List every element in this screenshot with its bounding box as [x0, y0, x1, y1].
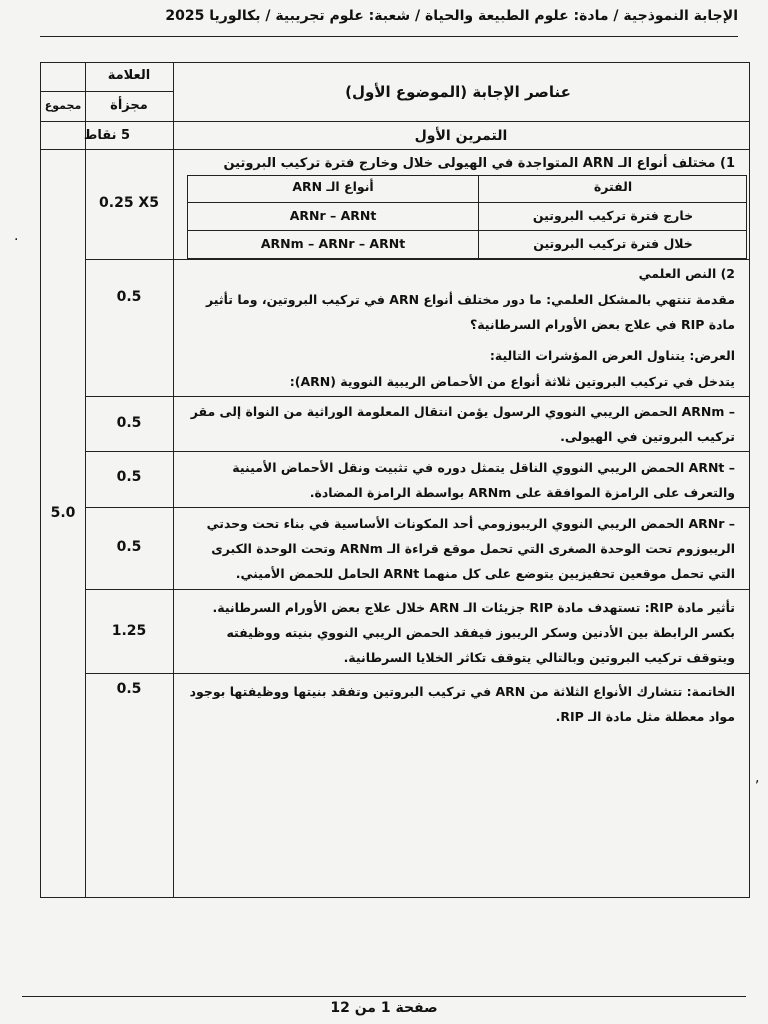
footer-rule	[22, 996, 746, 997]
row-during-period: خلال فترة تركيب البروتين	[533, 236, 693, 251]
arnr-text: – ARNr الحمض الريبي النووي الريبوزومي أحد المكونات الأساسية في بناء تحت وحدتي الريبوزوم تحت الوحدة الصغرى التي تحمل موقع قراءة الـ ARNm وتحت الوحدة الكبرى التي تحمل موقعين تحفيزيين يتوضع على كل منهما ARNt الحامل للحمض الأميني.	[206, 516, 735, 581]
arnm-score: 0.5	[116, 415, 142, 431]
arnr-rule	[85, 589, 749, 590]
exercise-points: 5 نقاط	[83, 128, 131, 143]
margin-mark: ,	[755, 770, 760, 786]
body-title: العرض: يتناول العرض المؤشرات التالية:	[489, 348, 735, 363]
head-rule	[41, 121, 749, 122]
arnt-text: – ARNt الحمض الريبي النووي الناقل يتمثل دوره في تثبيت ونقل الأحماض الأمينية والتعرف على الرامزة الموافقة على ARNm بواسطة الرامزة المضادة.	[232, 460, 735, 500]
exercise-title: التمرين الأول	[414, 128, 508, 144]
row-outside-types: ARNr – ARNt	[289, 208, 377, 223]
answer-table	[40, 62, 750, 898]
intro-rule	[85, 396, 749, 397]
intro-score: 0.5	[116, 289, 142, 305]
total-heading: مجموع	[44, 99, 82, 112]
arnm-rule	[85, 451, 749, 452]
arnt-rule	[85, 507, 749, 508]
body-intro: يتدخل في تركيب البروتين ثلاثة أنواع من الأحماض الريبية النووية (ARN):	[289, 374, 735, 389]
partial-heading: مجزأة	[110, 98, 148, 113]
q2-intro: مقدمة تنتهي بالمشكل العلمي: ما دور مختلف أنواع ARN في تركيب البروتين، وما تأثير مادة RIP في علاج بعض الأورام السرطانية؟	[206, 292, 735, 332]
conclusion-text: الخاتمة: تتشارك الأنواع الثلاثة من ARN في تركيب البروتين وتفقد بنيتها ووظيفتها بوجود مواد معطلة مثل مادة الـ RIP.	[189, 684, 735, 724]
answer-elements-heading: عناصر الإجابة (الموضوع الأول)	[345, 83, 571, 101]
header-rule	[40, 36, 738, 37]
arnt-score: 0.5	[116, 469, 142, 485]
rip-rule	[85, 673, 749, 674]
arnm-text: – ARNm الحمض الريبي النووي الرسول يؤمن انتقال المعلومة الوراثية من النواة إلى مقر تركيب البروتين في الهيولى.	[190, 404, 735, 444]
page-number: صفحة 1 من 12	[330, 1000, 438, 1016]
exercise-rule	[41, 149, 749, 150]
col-period-header: الفترة	[593, 179, 633, 194]
page-header: الإجابة النموذجية / مادة: علوم الطبيعة والحياة / شعبة: علوم تجريبية / بكالوريا 2025	[165, 8, 738, 24]
rip-text: تأثير مادة RIP: تستهدف مادة RIP جزيئات الـ ARN خلال علاج بعض الأورام السرطانية. بكسر الرابطة بين الأدنين وسكر الريبوز فيفقد الحمض الريبي النووي بنيته ووظيفته ويتوقف تركيب البروتين وبالتالي يتوقف تكاثر الخلايا السرطانية.	[212, 600, 735, 665]
total-score: 5.0	[50, 505, 76, 521]
rip-score: 1.25	[111, 623, 147, 639]
conclusion-score: 0.5	[116, 681, 142, 697]
col-types-header: أنواع الـ ARN	[292, 179, 374, 194]
arnr-score: 0.5	[116, 539, 142, 555]
grade-head-rule	[41, 91, 173, 92]
q1-rule	[85, 259, 749, 260]
margin-mark: ·	[14, 232, 19, 248]
col-divider-partial	[173, 63, 174, 897]
row-during-types: ARNm – ARNr – ARNt	[260, 236, 406, 251]
q1-score: 0.25 X5	[99, 195, 159, 211]
q2-title: 2) النص العلمي	[638, 266, 735, 281]
q1-title: 1) مختلف أنواع الـ ARN المتواجدة في الهيولى خلال وخارج فترة تركيب البروتين	[223, 156, 735, 171]
arn-types-table	[187, 175, 747, 259]
grade-heading: العلامة	[107, 68, 151, 83]
row-outside-period: خارج فترة تركيب البروتين	[532, 208, 694, 223]
